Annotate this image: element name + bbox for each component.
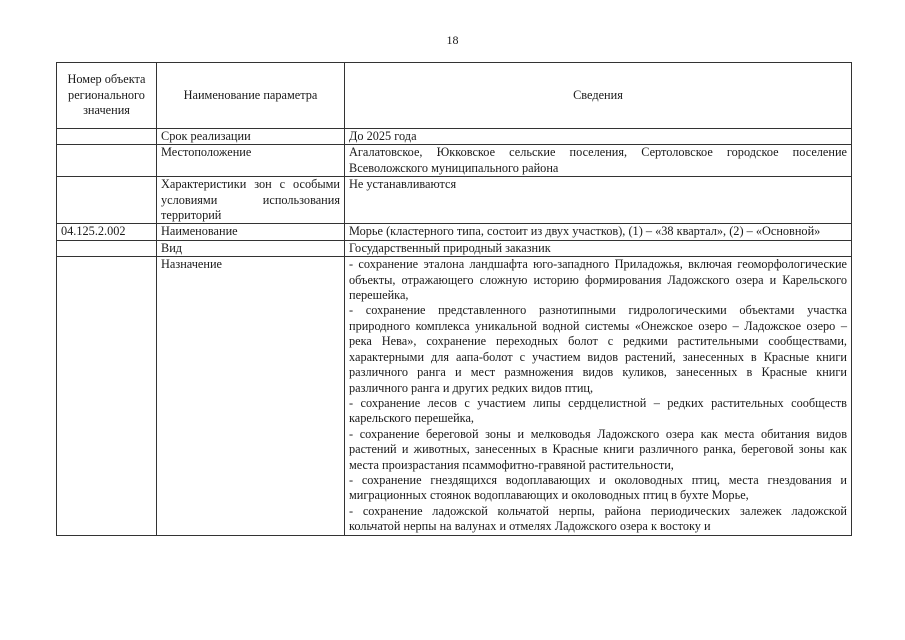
info-cell: Государственный природный заказник [345,240,852,256]
table-row [57,257,852,535]
table-row [57,224,852,240]
header-info: Сведения [345,63,852,129]
header-parameter-name: Наименование параметра [157,63,345,129]
header-object-number: Номер объекта регионального значения [57,63,157,129]
info-cell: Морье (кластерного типа, состоит из двух участков), (1) – «38 квартал», (2) – «Основной» [345,224,852,240]
parameter-name-cell: Назначение [157,257,345,535]
object-number-cell [57,177,157,224]
table-row [57,240,852,256]
info-cell: Агалатовское, Юкковское сельские поселения, Сертоловское городское поселение Всеволожского муниципального района [345,145,852,177]
purpose-item: - сохранение ладожской кольчатой нерпы, района периодических залежек ладожской кольчатой нерпы на валунах и отмелях Ладожского озера к востоку и [349,503,847,534]
parameter-name-cell: Вид [157,240,345,256]
purpose-item: - сохранение представленного разнотипными гидрологическими объектами участка природного комплекса уникальной водной системы «Онежское озеро – Ладожское озеро – река Нева», сохранение переходных болот с редкими растительными сообществами, характерными для аапа-болот с участием видов растений, занесенных в Красные книги различного ранга и мест размножения видов куликов, занесенных в Красные книги различного ранга и других редких видов птиц, [349,303,847,395]
table-row [57,145,852,177]
purpose-item: - сохранение эталона ландшафта юго-западного Приладожья, включая геоморфологические объекты, отражающего сложную историю формирования Ладожского озера и Карельского перешейка, [349,257,847,303]
purpose-item: - сохранение береговой зоны и мелководья Ладожского озера как места обитания видов растений и животных, занесенных в Красные книги различного ранка, береговой зоны как места произрастания псаммофитно-гравяной растительности, [349,426,847,472]
parameter-name-cell: Наименование [157,224,345,240]
page-number: 18 [446,33,459,47]
object-number-cell [57,257,157,535]
info-cell: Не устанавливаются [345,177,852,224]
parameters-table [56,62,852,536]
purpose-item: - сохранение гнездящихся водоплавающих и околоводных птиц, места гнездования и миграционных стоянок водоплавающих и околоводных птиц в бухте Морье, [349,472,847,503]
object-number-cell [57,145,157,177]
info-cell [345,257,852,535]
object-number-cell: 04.125.2.002 [57,224,157,240]
table-row [57,177,852,224]
object-number-cell [57,129,157,145]
parameter-name-cell: Характеристики зон с особыми условиями использования территорий [157,177,345,224]
parameter-name-cell: Срок реализации [157,129,345,145]
info-cell: До 2025 года [345,129,852,145]
table-header-row [57,63,852,129]
object-number-cell [57,240,157,256]
table-row [57,129,852,145]
parameter-name-cell: Местоположение [157,145,345,177]
purpose-item: - сохранение лесов с участием липы сердцелистной – редких растительных сообществ карельского перешейка, [349,395,847,426]
